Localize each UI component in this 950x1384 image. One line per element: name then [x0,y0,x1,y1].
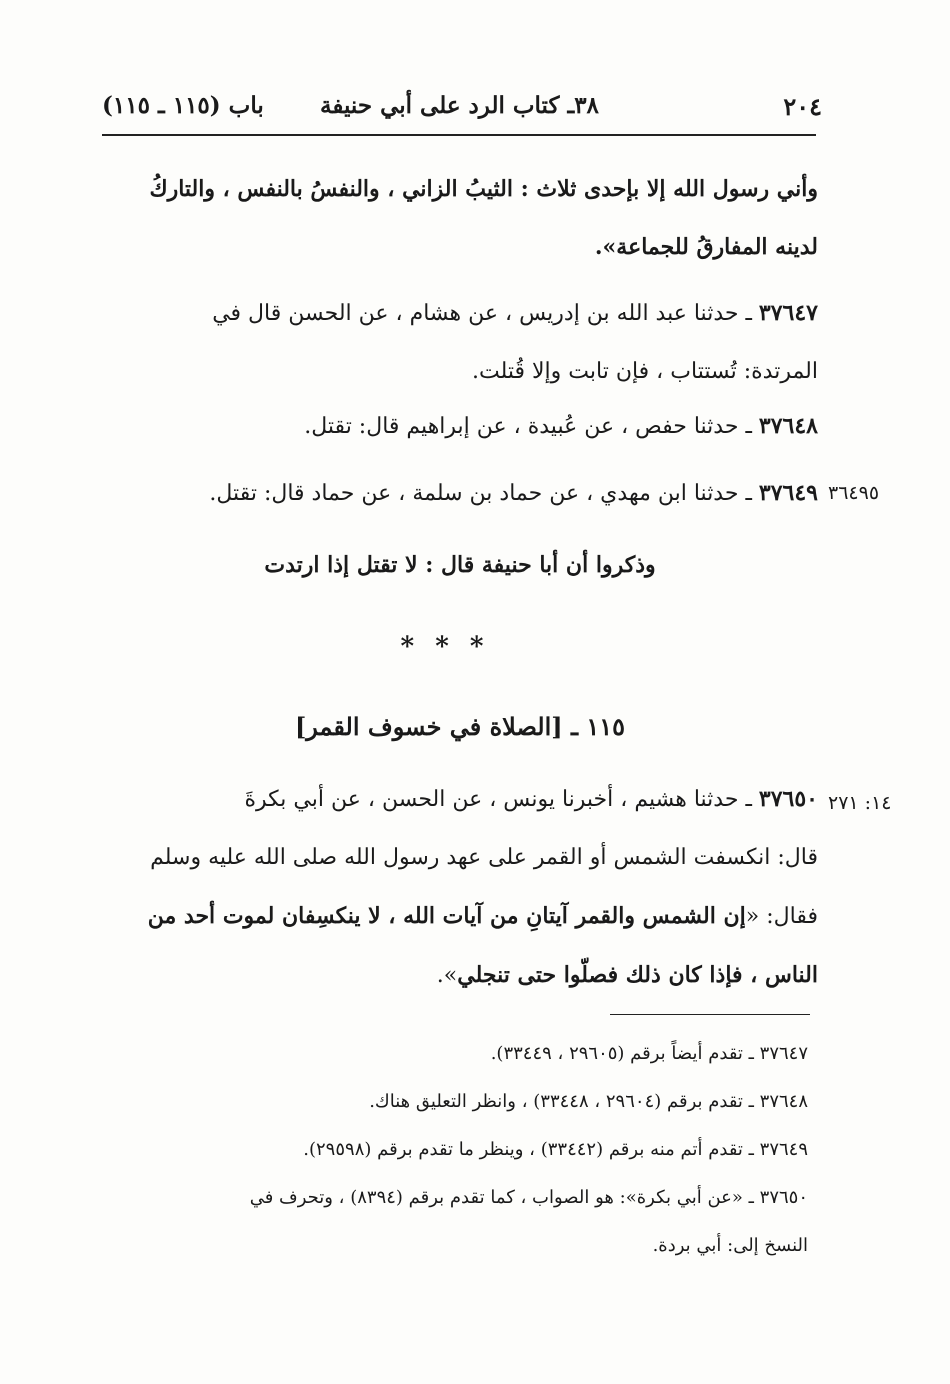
page-number: ٢٠٤ [783,92,822,121]
hadith-text: ـ حدثنا ابن مهدي ، عن حماد بن سلمة ، عن حماد قال: تقتل. [209,481,752,506]
hadith-number: ٣٧٦٥٠ [758,786,818,812]
hadith-text: ـ حدثنا عبد الله بن إدريس ، عن هشام ، عن الحسن قال في [212,301,752,326]
hadith-text-line-2: المرتدة: تُستتاب ، فإن تابت وإلا قُتلت. [471,359,818,384]
footnote-rule [610,1014,810,1015]
hadith-text-line-2: قال: انكسفت الشمس أو القمر على عهد رسول الله صلى الله عليه وسلم [150,845,818,870]
footnotes [100,1030,808,1270]
footnote-37650-cont: النسخ إلى: أبي بردة. [652,1235,808,1256]
section-separator: * * * [400,632,490,662]
hadith-37650 [100,770,818,1005]
margin-reference: ٣٦٤٩٥ [828,482,880,504]
hadith-number: ٣٧٦٤٨ [758,413,818,439]
quote-close: ». [436,963,458,988]
quote-open: فقال: « [745,904,818,929]
continuation-line-2: لدينه المفارقُ للجماعة». [594,234,818,260]
footnote-37650: ٣٧٦٥٠ ـ «عن أبي بكرة»: هو الصواب ، كما تقدم برقم (٨٣٩٤) ، وتحرف في [249,1187,808,1208]
hadith-37649 [100,464,818,523]
prophetic-quote-end: الناس ، فإذا كان ذلك فصلّوا حتى تنجلي [457,962,818,988]
continuation-paragraph [100,160,818,276]
statement-line: وذكروا أن أبا حنيفة قال : لا تقتل إذا ارتدت [264,552,656,578]
hadith-text: ـ حدثنا حفص ، عن عُبيدة ، عن إبراهيم قال: تقتل. [304,414,752,439]
hadith-number: ٣٧٦٤٩ [758,480,818,506]
book-title: ٣٨ـ كتاب الرد على أبي حنيفة [320,92,599,119]
header-rule [102,134,816,136]
hadith-text: ـ حدثنا هشيم ، أخبرنا يونس ، عن الحسن ، عن أبي بكرةَ [244,787,752,812]
margin-reference: ١٤: ٢٧١ [828,792,892,814]
hadith-37648 [100,397,818,456]
hadith-number: ٣٧٦٤٧ [758,300,818,326]
section-title: ١١٥ ـ [الصلاة في خسوف القمر] [294,712,626,741]
prophetic-quote: إن الشمس والقمر آيتانِ من آيات الله ، لا ينكسِفان لموت أحد من [147,903,746,929]
continuation-line-1: وأني رسول الله إلا بإحدى ثلاث : الثيبُ الزاني ، والنفسُ بالنفس ، والتاركُ [149,176,818,202]
hadith-37647 [100,284,818,401]
chapter-label: باب (١١٥ ـ ١١٥) [102,92,264,119]
footnote-37647: ٣٧٦٤٧ ـ تقدم أيضاً برقم (٢٩٦٠٥ ، ٣٣٤٤٩). [490,1043,808,1064]
footnote-37649: ٣٧٦٤٩ ـ تقدم أتم منه برقم (٣٣٤٤٢) ، وينظر ما تقدم برقم (٢٩٥٩٨). [303,1139,808,1160]
footnote-37648: ٣٧٦٤٨ ـ تقدم برقم (٢٩٦٠٤ ، ٣٣٤٤٨) ، وانظر التعليق هناك. [369,1091,808,1112]
